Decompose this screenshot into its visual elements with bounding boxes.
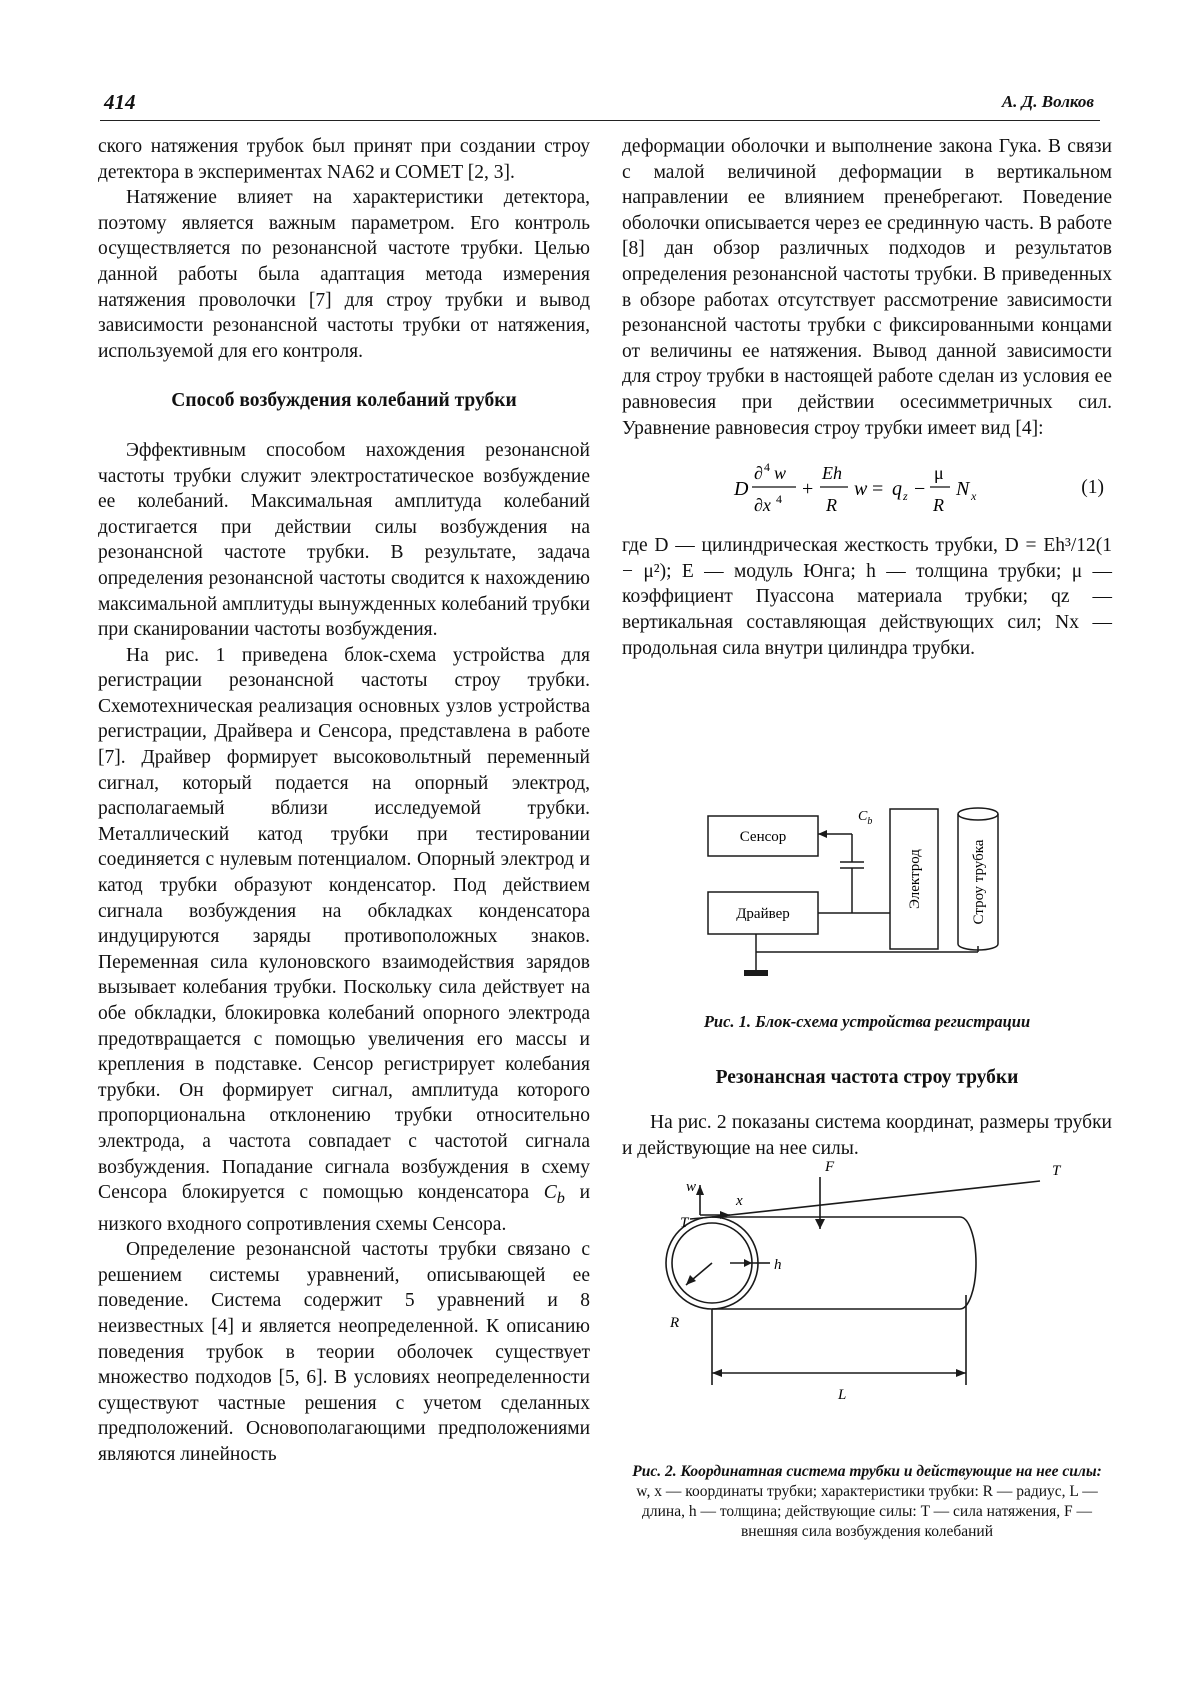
paragraph: где D — цилиндрическая жесткость трубки, D = Eh³/12(1 − μ²); E — модуль Юнга; h — толщина трубки; μ — коэффициент Пуассона материала трубки; qz — вертикальная составляющая действующих сил; Nx — продольная сила внутри цилиндра трубки. bbox=[622, 535, 1112, 659]
arrow-icon bbox=[818, 830, 827, 838]
straw-tube-top bbox=[958, 808, 998, 820]
label-T-left: T bbox=[680, 1215, 689, 1231]
tension-right-arrow bbox=[712, 1181, 1040, 1217]
paragraph: деформации оболочки и выполнение закона Гука. В связи с малой величиной деформации в вертикальном направлении ее влиянием пренебрегают. Поведение оболочки описывается через ее срединную часть. В работе [8] дан обзор различных подходов и результатов определения резонансной частоты трубки. В приведенных в обзоре работах отсутствует рассмотрение зависимости резонансной частоты трубки с фиксированными концами от величины ее натяжения. Вывод данной зависимости для строу трубки в настоящей работе сделан из условия ее равновесия при действии осесимметричных сил. Уравнение равновесия строу трубки имеет вид [4]: bbox=[622, 136, 1112, 439]
paragraph: Определение резонансной частоты трубки связано с решением системы уравнений, описывающей ее поведение. Система содержит 5 уравнений и 8 неизвестных [4] и является неопределенной. К описанию поведения трубок в теории оболочек существует множество подходов [5, 6]. В условиях неопределенности существуют частные решения с учетом сделанных предположений. Основополагающими предположениями являются линейность bbox=[98, 1239, 590, 1465]
label-T-right: T bbox=[1052, 1163, 1061, 1179]
section-heading: Резонансная частота строу трубки bbox=[715, 1067, 1019, 1088]
paragraph bbox=[98, 643, 590, 1238]
svg-text:+: + bbox=[802, 478, 814, 501]
svg-text:R: R bbox=[826, 495, 837, 516]
figure-1-block-diagram bbox=[700, 804, 1040, 994]
driver-label: Драйвер bbox=[736, 906, 790, 922]
capacitor-symbol: $C_b$ bbox=[543, 1182, 565, 1208]
paragraph-part: и низкого входного сопротивления схемы Сенсора. bbox=[98, 1182, 591, 1235]
svg-text:z: z bbox=[903, 489, 908, 504]
paragraph: Эффективным способом нахождения резонансной частоты трубки служит электростатическое возбуждение ее колебаний. Максимальная амплитуда колебаний достигается при действии силы возбуждения на резонансной частоте трубки. В результате, задача определения резонансной частоты сводится к нахождению максимальной амплитуды вынужденных колебаний трубки при сканировании частоты возбуждения. bbox=[98, 439, 590, 641]
figure-2-caption-title: Рис. 2. Координатная система трубки и действующие на нее силы: bbox=[632, 1463, 1102, 1480]
left-column bbox=[98, 134, 590, 1468]
svg-text:=: = bbox=[872, 478, 884, 501]
svg-text:4: 4 bbox=[776, 492, 782, 507]
equation-graphic bbox=[734, 453, 1054, 525]
paragraph: На рис. 2 показаны система координат, размеры трубки и действующие на нее силы. bbox=[622, 1112, 1112, 1159]
equation-number: (1) bbox=[1081, 477, 1104, 499]
tension-left-arrow bbox=[690, 1217, 712, 1219]
right-column bbox=[622, 134, 1112, 661]
equation-1 bbox=[622, 453, 1112, 525]
svg-text:q: q bbox=[892, 478, 902, 501]
tube-end bbox=[960, 1217, 976, 1309]
svg-text:4: 4 bbox=[764, 460, 770, 475]
capacitor-label: $C_b$ bbox=[858, 809, 873, 827]
label-R: R bbox=[670, 1315, 680, 1331]
paragraph: Натяжение влияет на характеристики детектора, поэтому является важным параметром. Его контроль осуществляется по резонансной частоте трубки. Целью данной работы была адаптация метода измерения натяжения проволочки [7] для строу трубки и вывод зависимости резонансной частоты трубки от натяжения, используемой для его контроля. bbox=[98, 187, 590, 362]
label-L: L bbox=[838, 1387, 847, 1403]
svg-text:N: N bbox=[956, 478, 970, 501]
svg-text:Eh: Eh bbox=[822, 463, 842, 484]
figure-1-caption: Рис. 1. Блок-схема устройства регистрации bbox=[703, 1012, 1031, 1031]
svg-text:R: R bbox=[933, 495, 944, 516]
section-heading: Способ возбуждения колебаний трубки bbox=[171, 390, 517, 412]
label-F: F bbox=[825, 1159, 835, 1175]
svg-text:−: − bbox=[914, 478, 926, 501]
electrode-label: Электрод bbox=[907, 849, 923, 909]
paragraph-part: На рис. 1 приведена блок-схема устройства для регистрации резонансной частоты строу трубки. Схемотехническая реализация основных узлов устройства регистрации, Драйвера и Сенсора, представлена в работе [7]. Драйвер формирует высоковольтный переменный сигнал, который подается на опорный электрод, располагаемый вблизи исследуемой трубки. Металлический катод трубки при тестировании соединяется с нулевым потенциалом. Опорный электрод и катод трубки образуют конденсатор. Под действием сигнала возбуждения на обкладках конденсатора индуцируются заряды противоположных знаков. Переменная сила кулоновского взаимодействия зарядов вызывает колебания трубки. Поскольку сила действует на обе обкладки, блокировка колебаний опорного электрода предотвращается с помощью увеличения его массы и крепления в подставке. Сенсор регистрирует колебания трубки. Он формирует сигнал, амплитуда которого пропорциональна отклонению трубки относительно электрода, а частота совпадает с частотой сигнала возбуждения. Попадание сигнала возбуждения в схему Сенсора блокируется с помощью конденсатора bbox=[98, 644, 590, 1204]
figure-2-caption bbox=[632, 1462, 1102, 1542]
svg-text:μ: μ bbox=[934, 463, 944, 484]
figure-2-caption-description: w, x — координаты трубки; характеристики трубки: R — радиус, L — длина, h — толщина; действующие силы: T — сила натяжения, F — внешняя сила возбуждения колебаний bbox=[636, 1483, 1098, 1540]
page-header bbox=[100, 86, 1100, 121]
paragraph: ского натяжения трубок был принят при создании строу детектора в экспериментах NA62 и COMET [2, 3]. bbox=[98, 136, 590, 183]
svg-text:D: D bbox=[734, 478, 749, 501]
running-author: А. Д. Волков bbox=[1001, 92, 1094, 111]
label-x: x bbox=[736, 1193, 743, 1209]
label-w: w bbox=[686, 1179, 697, 1195]
svg-text:∂x: ∂x bbox=[754, 495, 771, 516]
svg-text:∂: ∂ bbox=[754, 463, 763, 484]
svg-text:x: x bbox=[971, 489, 977, 504]
svg-text:w: w bbox=[774, 463, 787, 484]
sensor-label: Сенсор bbox=[739, 829, 787, 845]
ground-icon bbox=[744, 970, 768, 976]
figure-2-tube-diagram bbox=[660, 1159, 1100, 1455]
straw-label: Строу трубка bbox=[971, 839, 987, 925]
svg-text:w: w bbox=[854, 478, 868, 501]
page-number: 414 bbox=[104, 90, 136, 114]
label-h: h bbox=[774, 1257, 782, 1273]
